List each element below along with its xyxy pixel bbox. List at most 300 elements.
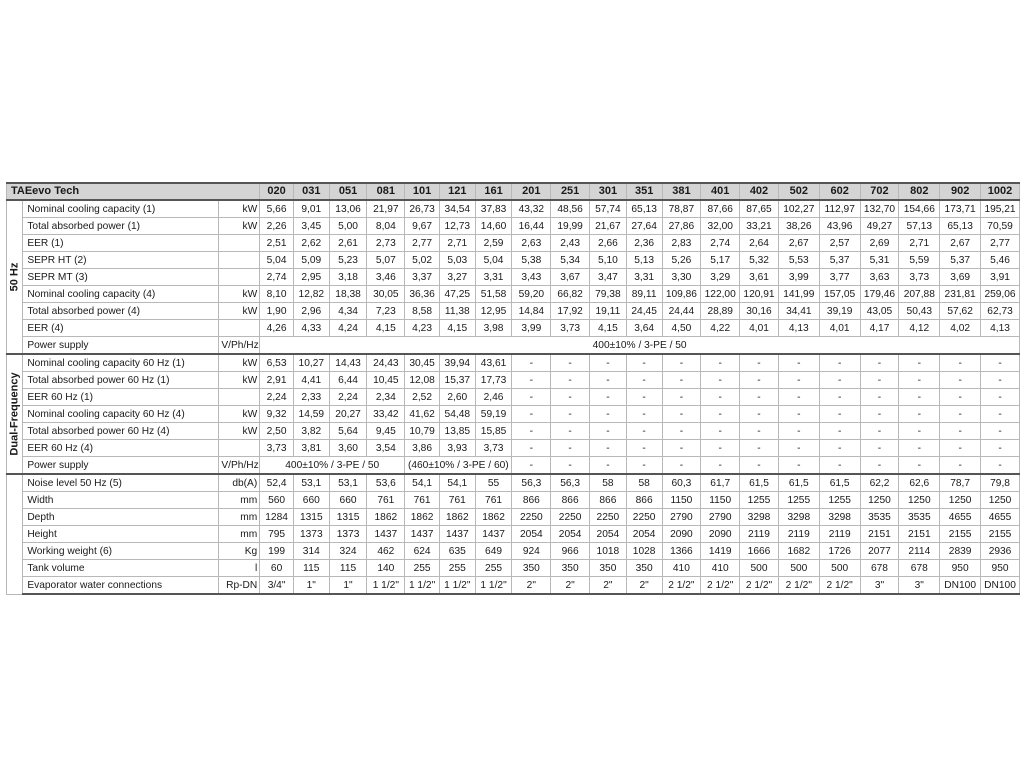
table-cell: - (860, 423, 899, 440)
table-span-cell: - (740, 457, 779, 475)
table-cell: 5,59 (899, 252, 940, 269)
table-cell: 3,81 (293, 440, 329, 457)
table-row (7, 389, 1020, 406)
table-cell: 966 (551, 543, 590, 560)
row-label: Power supply (23, 457, 219, 475)
table-cell: 55 (475, 474, 512, 492)
table-cell: 61,5 (819, 474, 860, 492)
table-cell: 13,85 (439, 423, 475, 440)
table-cell: - (662, 440, 701, 457)
table-cell: 1373 (293, 526, 329, 543)
table-cell: 2090 (701, 526, 740, 543)
table-cell: 11,38 (439, 303, 475, 320)
header-row (7, 183, 1020, 200)
table-cell: 8,10 (260, 286, 294, 303)
table-cell: 1018 (590, 543, 627, 560)
table-row (7, 423, 1020, 440)
table-cell: 4,17 (860, 320, 899, 337)
table-cell: 112,97 (819, 200, 860, 218)
table-cell: - (626, 440, 662, 457)
table-cell: 4,02 (940, 320, 981, 337)
table-cell: 660 (329, 492, 367, 509)
table-cell: - (662, 423, 701, 440)
table-cell: - (512, 372, 551, 389)
table-cell: 3,73 (899, 269, 940, 286)
table-cell: 635 (439, 543, 475, 560)
table-cell: 2" (626, 577, 662, 595)
table-cell: 5,46 (981, 252, 1020, 269)
table-cell: 4,26 (260, 320, 294, 337)
table-cell: - (512, 354, 551, 372)
table-cell: - (551, 440, 590, 457)
table-cell: 61,5 (740, 474, 779, 492)
table-cell: 410 (662, 560, 701, 577)
table-cell: - (981, 406, 1020, 423)
model-header-1002: 1002 (981, 183, 1020, 200)
table-cell: 2,71 (439, 235, 475, 252)
table-cell: - (590, 406, 627, 423)
table-cell: - (551, 406, 590, 423)
table-cell: 5,00 (329, 218, 367, 235)
table-cell: 18,38 (329, 286, 367, 303)
row-unit: Kg (219, 543, 260, 560)
table-cell: 4,50 (662, 320, 701, 337)
table-cell: 53,1 (329, 474, 367, 492)
table-cell: 5,31 (860, 252, 899, 269)
table-cell: 866 (512, 492, 551, 509)
table-cell: 61,5 (778, 474, 819, 492)
table-cell: 57,62 (940, 303, 981, 320)
table-cell: 2,33 (293, 389, 329, 406)
table-title: TAEevo Tech (7, 183, 260, 200)
table-cell: 3,73 (551, 320, 590, 337)
table-cell: - (701, 423, 740, 440)
table-cell: 79,38 (590, 286, 627, 303)
table-cell: - (860, 406, 899, 423)
table-cell: 15,85 (475, 423, 512, 440)
table-cell: 62,6 (899, 474, 940, 492)
row-label: EER 60 Hz (1) (23, 389, 219, 406)
row-label: Nominal cooling capacity 60 Hz (1) (23, 354, 219, 372)
table-cell: 43,32 (512, 200, 551, 218)
table-row (7, 457, 1020, 475)
table-cell: 866 (590, 492, 627, 509)
table-cell: 9,32 (260, 406, 294, 423)
table-cell: - (512, 423, 551, 440)
table-cell: 3,99 (512, 320, 551, 337)
table-row (7, 303, 1020, 320)
table-cell: - (819, 389, 860, 406)
table-cell: 3,43 (512, 269, 551, 286)
table-cell: 1255 (740, 492, 779, 509)
table-cell: 1028 (626, 543, 662, 560)
table-cell: 3,64 (626, 320, 662, 337)
model-header-902: 902 (940, 183, 981, 200)
table-cell: 678 (899, 560, 940, 577)
table-cell: 259,06 (981, 286, 1020, 303)
table-cell: 3,31 (626, 269, 662, 286)
table-cell: 350 (626, 560, 662, 577)
table-cell: 12,73 (439, 218, 475, 235)
table-cell: 3,73 (260, 440, 294, 457)
row-unit (219, 269, 260, 286)
table-cell: - (701, 406, 740, 423)
table-cell: 3298 (819, 509, 860, 526)
table-cell: 65,13 (940, 218, 981, 235)
table-cell: 500 (740, 560, 779, 577)
table-span-cell: - (819, 457, 860, 475)
row-label: Nominal cooling capacity (4) (23, 286, 219, 303)
table-cell: 54,48 (439, 406, 475, 423)
table-cell: 2054 (590, 526, 627, 543)
table-cell: 207,88 (899, 286, 940, 303)
table-cell: 2,64 (740, 235, 779, 252)
model-header-101: 101 (405, 183, 440, 200)
table-cell: 17,73 (475, 372, 512, 389)
table-cell: 24,43 (367, 354, 405, 372)
table-cell: - (981, 372, 1020, 389)
row-unit (219, 440, 260, 457)
table-cell: 1862 (475, 509, 512, 526)
table-cell: 49,27 (860, 218, 899, 235)
table-cell: 3/4" (260, 577, 294, 595)
table-cell: - (740, 354, 779, 372)
table-cell: - (740, 423, 779, 440)
table-cell: 2119 (778, 526, 819, 543)
table-cell: 1284 (260, 509, 294, 526)
table-row (7, 440, 1020, 457)
table-cell: 2,60 (439, 389, 475, 406)
table-row (7, 577, 1020, 595)
table-cell: 122,00 (701, 286, 740, 303)
table-cell: 13,06 (329, 200, 367, 218)
table-cell: 20,27 (329, 406, 367, 423)
row-unit: V/Ph/Hz (219, 457, 260, 475)
table-cell: 5,66 (260, 200, 294, 218)
table-cell: 1726 (819, 543, 860, 560)
table-cell: 2,34 (367, 389, 405, 406)
table-cell: 3298 (740, 509, 779, 526)
table-cell: 2,57 (819, 235, 860, 252)
table-cell: 59,20 (512, 286, 551, 303)
table-cell: 53,6 (367, 474, 405, 492)
table-cell: 5,34 (551, 252, 590, 269)
table-cell: 1862 (439, 509, 475, 526)
table-cell: 795 (260, 526, 294, 543)
table-cell: 624 (405, 543, 440, 560)
table-cell: 1250 (899, 492, 940, 509)
table-cell: 12,95 (475, 303, 512, 320)
table-cell: 15,37 (439, 372, 475, 389)
table-cell: 1 1/2" (367, 577, 405, 595)
table-cell: - (626, 423, 662, 440)
table-span-cell: 400±10% / 3-PE / 50 (260, 457, 405, 475)
table-section (7, 474, 1020, 594)
row-label: Total absorbed power 60 Hz (4) (23, 423, 219, 440)
table-cell: DN100 (981, 577, 1020, 595)
table-cell: 61,7 (701, 474, 740, 492)
table-cell: - (899, 372, 940, 389)
table-cell: - (860, 389, 899, 406)
table-row (7, 526, 1020, 543)
table-cell: - (512, 406, 551, 423)
row-label: Height (23, 526, 219, 543)
model-header-802: 802 (899, 183, 940, 200)
table-row (7, 560, 1020, 577)
table-cell: 30,05 (367, 286, 405, 303)
table-cell: 87,66 (701, 200, 740, 218)
row-unit: kW (219, 303, 260, 320)
model-header-020: 020 (260, 183, 294, 200)
row-label: Total absorbed power (4) (23, 303, 219, 320)
table-cell: 4,22 (701, 320, 740, 337)
table-cell: 120,91 (740, 286, 779, 303)
row-label: EER (4) (23, 320, 219, 337)
table-cell: 2250 (590, 509, 627, 526)
table-row (7, 235, 1020, 252)
table-cell: 4,33 (293, 320, 329, 337)
table-cell: 19,11 (590, 303, 627, 320)
row-label: EER (1) (23, 235, 219, 252)
table-cell: 4,01 (819, 320, 860, 337)
table-cell: 2,43 (551, 235, 590, 252)
table-cell: - (778, 354, 819, 372)
table-cell: 21,67 (590, 218, 627, 235)
table-span-cell: - (626, 457, 662, 475)
table-cell: 3,31 (475, 269, 512, 286)
table-cell: 56,3 (551, 474, 590, 492)
table-cell: 5,09 (293, 252, 329, 269)
table-row (7, 354, 1020, 372)
row-unit (219, 235, 260, 252)
table-cell: 761 (439, 492, 475, 509)
table-cell: 4,13 (778, 320, 819, 337)
table-cell: 57,13 (899, 218, 940, 235)
table-cell: 2 1/2" (662, 577, 701, 595)
table-cell: 102,27 (778, 200, 819, 218)
row-unit: mm (219, 492, 260, 509)
table-cell: 2,77 (405, 235, 440, 252)
row-label: Tank volume (23, 560, 219, 577)
table-cell: 2,96 (293, 303, 329, 320)
table-cell: 866 (551, 492, 590, 509)
table-cell: 79,8 (981, 474, 1020, 492)
table-section (7, 200, 1020, 354)
table-cell: 950 (940, 560, 981, 577)
table-cell: 4,15 (367, 320, 405, 337)
table-cell: 3,45 (293, 218, 329, 235)
table-cell: 255 (405, 560, 440, 577)
table-cell: - (551, 389, 590, 406)
table-cell: 1437 (439, 526, 475, 543)
table-cell: 5,17 (701, 252, 740, 269)
table-cell: 2,52 (405, 389, 440, 406)
table-cell: 2,66 (590, 235, 627, 252)
table-span-cell: - (778, 457, 819, 475)
table-cell: 2790 (662, 509, 701, 526)
table-cell: 48,56 (551, 200, 590, 218)
table-cell: 39,19 (819, 303, 860, 320)
model-header-081: 081 (367, 183, 405, 200)
table-cell: 2" (551, 577, 590, 595)
table-cell: 10,45 (367, 372, 405, 389)
table-cell: 2,71 (899, 235, 940, 252)
table-cell: 43,05 (860, 303, 899, 320)
table-cell: 30,45 (405, 354, 440, 372)
table-cell: - (740, 440, 779, 457)
table-cell: 2 1/2" (701, 577, 740, 595)
table-cell: 3" (860, 577, 899, 595)
table-cell: - (778, 389, 819, 406)
row-label: Nominal cooling capacity 60 Hz (4) (23, 406, 219, 423)
table-cell: - (701, 389, 740, 406)
table-cell: - (626, 389, 662, 406)
table-cell: - (778, 440, 819, 457)
table-cell: DN100 (940, 577, 981, 595)
table-cell: - (819, 423, 860, 440)
table-cell: 33,21 (740, 218, 779, 235)
table-cell: 1373 (329, 526, 367, 543)
table-cell: 2250 (551, 509, 590, 526)
table-cell: 87,65 (740, 200, 779, 218)
table-cell: 3,46 (367, 269, 405, 286)
table-cell: 2155 (981, 526, 1020, 543)
table-cell: 678 (860, 560, 899, 577)
table-cell: 1682 (778, 543, 819, 560)
table-cell: 2250 (626, 509, 662, 526)
table-cell: 1 1/2" (439, 577, 475, 595)
table-cell: 6,44 (329, 372, 367, 389)
table-cell: 2 1/2" (740, 577, 779, 595)
table-cell: 2114 (899, 543, 940, 560)
table-cell: 115 (329, 560, 367, 577)
table-cell: 32,00 (701, 218, 740, 235)
table-cell: 9,67 (405, 218, 440, 235)
table-cell: 350 (590, 560, 627, 577)
table-cell: - (551, 372, 590, 389)
table-cell: 50,43 (899, 303, 940, 320)
table-cell: - (778, 372, 819, 389)
table-cell: 5,04 (475, 252, 512, 269)
table-cell: 2250 (512, 509, 551, 526)
table-cell: 2,24 (329, 389, 367, 406)
table-cell: 109,86 (662, 286, 701, 303)
table-cell: 2151 (860, 526, 899, 543)
table-cell: - (701, 440, 740, 457)
table-span-cell: - (512, 457, 551, 475)
table-span-cell: - (981, 457, 1020, 475)
table-cell: 53,1 (293, 474, 329, 492)
model-header-251: 251 (551, 183, 590, 200)
table-cell: 350 (512, 560, 551, 577)
section-group-text: 50 Hz (8, 262, 21, 292)
table-cell: 3" (899, 577, 940, 595)
table-cell: 2,95 (293, 269, 329, 286)
table-cell: 51,58 (475, 286, 512, 303)
table-cell: 1862 (367, 509, 405, 526)
model-header-502: 502 (778, 183, 819, 200)
table-cell: 4,15 (439, 320, 475, 337)
table-cell: 4,24 (329, 320, 367, 337)
table-cell: 255 (439, 560, 475, 577)
table-cell: - (940, 372, 981, 389)
table-cell: 2,24 (260, 389, 294, 406)
row-label: Depth (23, 509, 219, 526)
row-label: Nominal cooling capacity (1) (23, 200, 219, 218)
table-cell: - (662, 354, 701, 372)
table-cell: 27,64 (626, 218, 662, 235)
table-cell: - (899, 389, 940, 406)
table-cell: 8,04 (367, 218, 405, 235)
table-cell: 115 (293, 560, 329, 577)
table-cell: 2,36 (626, 235, 662, 252)
table-cell: 924 (512, 543, 551, 560)
table-cell: 1437 (367, 526, 405, 543)
table-cell: - (860, 354, 899, 372)
table-cell: 2 1/2" (778, 577, 819, 595)
table-cell: 2,51 (260, 235, 294, 252)
table-cell: - (662, 372, 701, 389)
table-cell: 3,37 (405, 269, 440, 286)
table-cell: 58 (590, 474, 627, 492)
table-cell: 1250 (860, 492, 899, 509)
table-cell: 3,91 (981, 269, 1020, 286)
table-cell: 2,59 (475, 235, 512, 252)
table-cell: 59,19 (475, 406, 512, 423)
table-cell: 1150 (701, 492, 740, 509)
table-cell: 4,15 (590, 320, 627, 337)
table-cell: - (662, 406, 701, 423)
table-row (7, 337, 1020, 355)
table-cell: 27,86 (662, 218, 701, 235)
table-cell: 36,36 (405, 286, 440, 303)
table-cell: 12,08 (405, 372, 440, 389)
table-cell: 52,4 (260, 474, 294, 492)
table-cell: 24,45 (626, 303, 662, 320)
row-unit (219, 389, 260, 406)
table-cell: 500 (819, 560, 860, 577)
table-cell: 314 (293, 543, 329, 560)
table-cell: - (981, 389, 1020, 406)
table-cell: 3,27 (439, 269, 475, 286)
table-cell: 500 (778, 560, 819, 577)
table-cell: 28,89 (701, 303, 740, 320)
spec-table (6, 182, 1020, 595)
table-cell: 761 (405, 492, 440, 509)
table-cell: 154,66 (899, 200, 940, 218)
table-cell: 2,26 (260, 218, 294, 235)
table-cell: 199 (260, 543, 294, 560)
table-cell: 3,73 (475, 440, 512, 457)
table-cell: 157,05 (819, 286, 860, 303)
table-cell: 4,23 (405, 320, 440, 337)
table-cell: 57,74 (590, 200, 627, 218)
table-cell: 1255 (819, 492, 860, 509)
model-header-201: 201 (512, 183, 551, 200)
table-cell: - (819, 372, 860, 389)
table-cell: 10,79 (405, 423, 440, 440)
table-row (7, 320, 1020, 337)
table-cell: 2,77 (981, 235, 1020, 252)
table-cell: 2,83 (662, 235, 701, 252)
row-unit: kW (219, 372, 260, 389)
table-cell: 2 1/2" (819, 577, 860, 595)
section-group-label (7, 354, 23, 474)
model-header-602: 602 (819, 183, 860, 200)
table-cell: 1862 (405, 509, 440, 526)
section-group-text: Dual-Frequency (8, 372, 21, 456)
table-cell: 21,97 (367, 200, 405, 218)
